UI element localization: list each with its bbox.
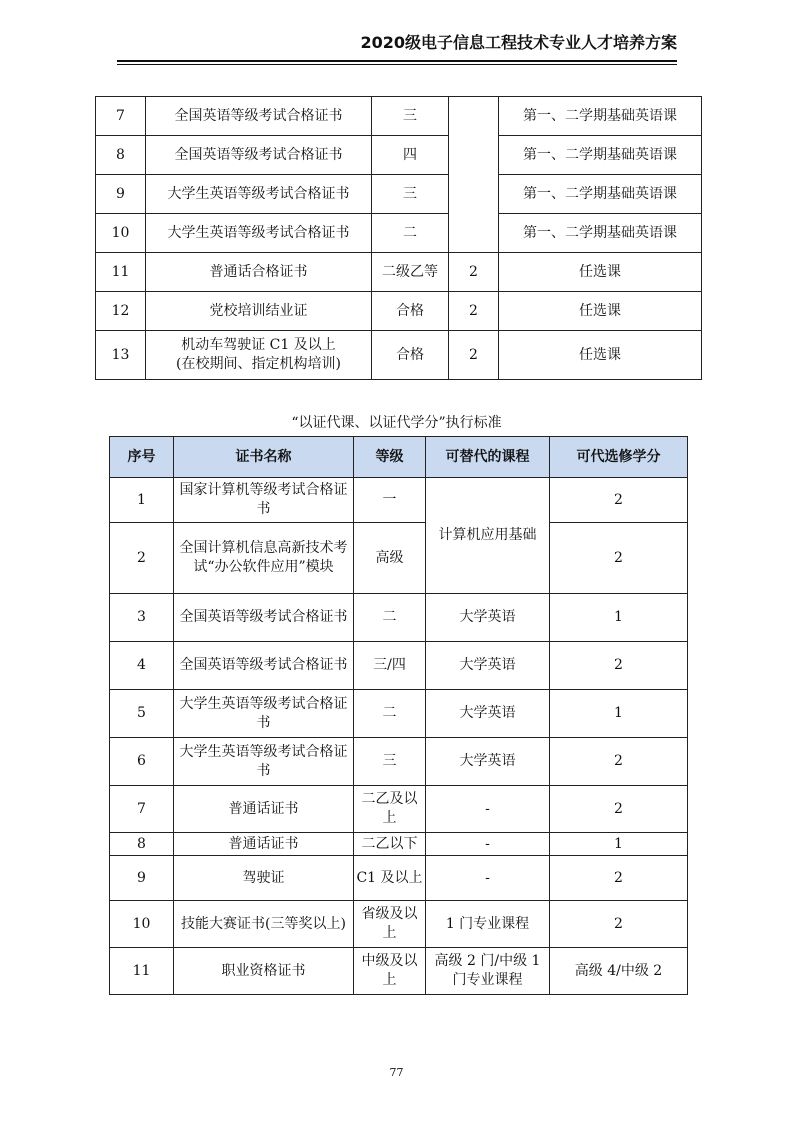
row-number: 7 bbox=[96, 97, 146, 136]
row-number: 11 bbox=[96, 253, 146, 292]
row-number: 5 bbox=[110, 690, 174, 738]
credit-value: 2 bbox=[449, 253, 499, 292]
certificate-name-line: 机动车驾驶证 C1 及以上 bbox=[181, 337, 336, 353]
header-certificate-name: 证书名称 bbox=[174, 437, 354, 478]
row-number: 12 bbox=[96, 292, 146, 331]
row-number: 10 bbox=[110, 901, 174, 948]
substitute-course: 大学英语 bbox=[426, 738, 550, 786]
table-row bbox=[96, 97, 702, 136]
certificate-level: 三 bbox=[372, 175, 449, 214]
elective-credit: 2 bbox=[550, 523, 688, 594]
elective-credit: 高级 4/中级 2 bbox=[550, 948, 688, 995]
table-row bbox=[96, 214, 702, 253]
certificate-name: 普通话合格证书 bbox=[146, 253, 372, 292]
row-number: 6 bbox=[110, 738, 174, 786]
header-number: 序号 bbox=[110, 437, 174, 478]
certificate-level: 合格 bbox=[372, 292, 449, 331]
table-row bbox=[110, 478, 688, 523]
certificate-name: 职业资格证书 bbox=[174, 948, 354, 995]
certificate-name: 大学生英语等级考试合格证书 bbox=[146, 214, 372, 253]
substitute-course: - bbox=[426, 833, 550, 856]
credit-value: 2 bbox=[449, 331, 499, 380]
row-number: 8 bbox=[96, 136, 146, 175]
certificate-name: 党校培训结业证 bbox=[146, 292, 372, 331]
elective-credit: 2 bbox=[550, 478, 688, 523]
credit-value: 2 bbox=[449, 292, 499, 331]
substitute-course: 大学英语 bbox=[426, 642, 550, 690]
certificate-table-continued bbox=[95, 96, 702, 380]
certificate-level: 三 bbox=[354, 738, 426, 786]
table-row bbox=[110, 738, 688, 786]
certificate-name: 全国英语等级考试合格证书 bbox=[146, 136, 372, 175]
header-level: 等级 bbox=[354, 437, 426, 478]
course-name: 第一、二学期基础英语课 bbox=[499, 175, 702, 214]
row-number: 10 bbox=[96, 214, 146, 253]
row-number: 9 bbox=[96, 175, 146, 214]
table-row bbox=[110, 786, 688, 833]
elective-credit: 2 bbox=[550, 786, 688, 833]
page-title: 2020级电子信息工程技术专业人才培养方案 bbox=[360, 33, 677, 52]
row-number: 11 bbox=[110, 948, 174, 995]
certificate-name bbox=[146, 331, 372, 380]
row-number: 4 bbox=[110, 642, 174, 690]
certificate-level: 高级 bbox=[354, 523, 426, 594]
certificate-name: 驾驶证 bbox=[174, 856, 354, 901]
row-number: 3 bbox=[110, 594, 174, 642]
certificate-level: 二 bbox=[354, 594, 426, 642]
table-row bbox=[96, 175, 702, 214]
certificate-name: 普通话证书 bbox=[174, 833, 354, 856]
table-row bbox=[110, 948, 688, 995]
credit-cell-merged bbox=[449, 97, 499, 253]
elective-credit: 1 bbox=[550, 594, 688, 642]
certificate-name: 全国英语等级考试合格证书 bbox=[174, 642, 354, 690]
certificate-name: 技能大赛证书(三等奖以上) bbox=[174, 901, 354, 948]
header-substitute-course: 可替代的课程 bbox=[426, 437, 550, 478]
row-number: 1 bbox=[110, 478, 174, 523]
header-elective-credit: 可代选修学分 bbox=[550, 437, 688, 478]
row-number: 2 bbox=[110, 523, 174, 594]
table-row bbox=[96, 292, 702, 331]
course-name: 第一、二学期基础英语课 bbox=[499, 214, 702, 253]
certificate-level: 合格 bbox=[372, 331, 449, 380]
elective-credit: 1 bbox=[550, 690, 688, 738]
certificate-level: 三 bbox=[372, 97, 449, 136]
credit-substitution-table bbox=[109, 436, 688, 995]
certificate-level: 一 bbox=[354, 478, 426, 523]
elective-credit: 2 bbox=[550, 856, 688, 901]
course-name: 任选课 bbox=[499, 331, 702, 380]
substitute-course: 计算机应用基础 bbox=[426, 478, 550, 594]
certificate-level: 四 bbox=[372, 136, 449, 175]
header-rule-thin bbox=[117, 64, 677, 65]
course-name: 任选课 bbox=[499, 253, 702, 292]
page-header bbox=[117, 30, 677, 66]
row-number: 13 bbox=[96, 331, 146, 380]
certificate-level: 二 bbox=[354, 690, 426, 738]
certificate-level: 中级及以上 bbox=[354, 948, 426, 995]
certificate-name: 大学生英语等级考试合格证书 bbox=[146, 175, 372, 214]
certificate-level: 三/四 bbox=[354, 642, 426, 690]
row-number: 7 bbox=[110, 786, 174, 833]
certificate-name: 普通话证书 bbox=[174, 786, 354, 833]
table-row bbox=[96, 253, 702, 292]
certificate-level: 二乙及以上 bbox=[354, 786, 426, 833]
header-rule-thick bbox=[117, 60, 677, 62]
certificate-level: 省级及以上 bbox=[354, 901, 426, 948]
certificate-level: 二级乙等 bbox=[372, 253, 449, 292]
table-row bbox=[110, 690, 688, 738]
table-row bbox=[110, 594, 688, 642]
table-header-row bbox=[110, 437, 688, 478]
certificate-name: 大学生英语等级考试合格证书 bbox=[174, 690, 354, 738]
table-caption: “以证代课、以证代学分”执行标准 bbox=[291, 415, 502, 431]
substitute-course: 大学英语 bbox=[426, 690, 550, 738]
elective-credit: 1 bbox=[550, 833, 688, 856]
table-row bbox=[96, 136, 702, 175]
course-name: 第一、二学期基础英语课 bbox=[499, 97, 702, 136]
substitute-course: - bbox=[426, 856, 550, 901]
page-number: 77 bbox=[389, 1066, 404, 1079]
course-name: 任选课 bbox=[499, 292, 702, 331]
certificate-level: 二 bbox=[372, 214, 449, 253]
substitute-course: 1 门专业课程 bbox=[426, 901, 550, 948]
row-number: 8 bbox=[110, 833, 174, 856]
table-row bbox=[110, 833, 688, 856]
certificate-name-note: (在校期间、指定机构培训) bbox=[176, 356, 341, 372]
certificate-name: 国家计算机等级考试合格证书 bbox=[174, 478, 354, 523]
table-row bbox=[110, 523, 688, 594]
certificate-name: 全国计算机信息高新技术考试“办公软件应用”模块 bbox=[174, 523, 354, 594]
certificate-name: 大学生英语等级考试合格证书 bbox=[174, 738, 354, 786]
table-row bbox=[96, 331, 702, 380]
substitute-course: - bbox=[426, 786, 550, 833]
table-row bbox=[110, 901, 688, 948]
table-row bbox=[110, 642, 688, 690]
elective-credit: 2 bbox=[550, 738, 688, 786]
elective-credit: 2 bbox=[550, 642, 688, 690]
substitute-course: 大学英语 bbox=[426, 594, 550, 642]
table-row bbox=[110, 856, 688, 901]
certificate-name: 全国英语等级考试合格证书 bbox=[174, 594, 354, 642]
row-number: 9 bbox=[110, 856, 174, 901]
elective-credit: 2 bbox=[550, 901, 688, 948]
course-name: 第一、二学期基础英语课 bbox=[499, 136, 702, 175]
certificate-level: C1 及以上 bbox=[354, 856, 426, 901]
substitute-course: 高级 2 门/中级 1 门专业课程 bbox=[426, 948, 550, 995]
certificate-name: 全国英语等级考试合格证书 bbox=[146, 97, 372, 136]
certificate-level: 二乙以下 bbox=[354, 833, 426, 856]
